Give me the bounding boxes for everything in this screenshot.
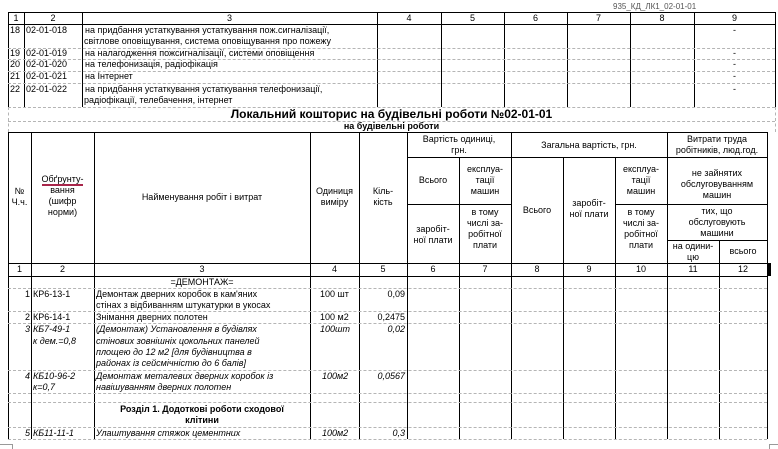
header-total-cost: Загальна вартість, грн. (541, 140, 637, 150)
row-code: 02-01-019 (26, 48, 68, 58)
row-number: 20 (10, 59, 21, 69)
row-value: - (733, 59, 736, 69)
row-code: КБ11-11-1 (33, 428, 74, 438)
header-c10-incl-wages: в тому числі за- робітної плати (622, 207, 660, 250)
header-justification: Обґрунту- вання (шифр норми) (41, 174, 84, 217)
row-text: Улаштування стяжок цементних (96, 428, 241, 438)
col-num: 1 (16, 264, 22, 274)
header-c8-total: Всього (522, 205, 552, 215)
row-coef: к=0,7 (33, 382, 56, 392)
col-num: 11 (688, 264, 698, 274)
col-num: 9 (586, 264, 592, 274)
header-labor-not-machines: не зайнятих обслуговуванням машин (680, 168, 754, 200)
row-qty: 0,2475 (377, 312, 405, 322)
header-c9-wages: заробіт- ної плати (569, 198, 609, 219)
page-corner-mark (769, 444, 778, 445)
col-num: 8 (659, 13, 665, 23)
row-number: 2 (24, 312, 30, 322)
col-num: 2 (59, 264, 65, 274)
row-number: 19 (10, 48, 21, 58)
col-num: 12 (737, 264, 748, 274)
col-num: 1 (13, 13, 19, 23)
header-unit: Одиниця виміру (315, 186, 354, 207)
row-text: світлове оповіщування, система оповіщування про пожежу (84, 36, 332, 46)
header-labor: Витрати труда робітників, люд.год. (675, 134, 759, 155)
row-code: КР6-14-1 (33, 312, 71, 322)
row-text: стінових зовнішніх цокольних панелей (96, 336, 260, 346)
row-code: 02-01-022 (26, 84, 68, 94)
row-text: на телефонизація, радіофікація (85, 59, 218, 69)
col-num: 7 (595, 13, 601, 23)
page-corner-mark (12, 444, 13, 449)
row-qty: 0,02 (387, 324, 405, 334)
row-number: 18 (10, 25, 21, 35)
section-1-title: Розділ 1. Додоткові роботи сходової клітини (120, 404, 284, 425)
page-title: Локальний кошторис на будівельні роботи №02-01-01 (230, 107, 553, 121)
col-num: 5 (380, 264, 386, 274)
header-labor-machines: тих, що обслуговують машини (688, 206, 746, 238)
row-text: на налагодження пожсигналізації, системи оповіщення (85, 48, 315, 58)
row-code: 02-01-021 (26, 71, 68, 81)
row-code: КБ7-49-1 (33, 324, 71, 334)
row-text: радіофікації, телебачення, інтернет (84, 95, 233, 105)
row-qty: 0,3 (392, 428, 405, 438)
col-num: 4 (331, 264, 337, 274)
row-unit: 100шт (320, 324, 350, 334)
col-num: 5 (469, 13, 475, 23)
row-text: Демонтаж дверних коробок в кам'яних (96, 289, 258, 299)
row-unit: 100м2 (322, 428, 349, 438)
header-unit-cost: Вартість одиниці, грн. (422, 134, 496, 155)
col-num: 8 (534, 264, 540, 274)
row-text: на Інтернет (85, 71, 133, 81)
col-num: 2 (50, 13, 56, 23)
col-num: 9 (731, 13, 737, 23)
col-num: 6 (430, 264, 436, 274)
row-text: районах із сейсмічністю до 6 балів] (96, 358, 246, 368)
row-text: стінах з відбиванням штукатурки в укосах (96, 300, 271, 310)
row-coef: к дем.=0,8 (33, 336, 77, 346)
row-text: Демонтаж металевих дверних коробок із (96, 371, 274, 381)
header-c7-machines: експлуа- тації машин (466, 164, 504, 196)
row-number: 22 (10, 84, 21, 94)
header-quantity: Кіль- кість (372, 186, 394, 207)
row-unit: 100м2 (322, 371, 349, 381)
row-value: - (733, 71, 736, 81)
header-c10-machines: експлуа- тації машин (622, 164, 660, 196)
row-text: Знімання дверних полотен (96, 312, 208, 322)
row-value: - (733, 84, 736, 94)
row-code: 02-01-020 (26, 59, 68, 69)
col-num: 6 (532, 13, 538, 23)
row-number: 1 (24, 289, 30, 299)
page-corner-mark (769, 444, 770, 449)
document-code: 935_КД_ЛК1_02-01-01 (613, 2, 697, 11)
page-subtitle: на будівельні роботи (343, 121, 440, 131)
col-num: 7 (482, 264, 488, 274)
row-text: на придбання устаткування устаткування телефонизації, (85, 84, 323, 94)
header-c7-incl-wages: в тому числі за- робітної плати (466, 207, 504, 250)
section-demontage: =ДЕМОНТАЖ= (170, 277, 234, 287)
header-c11-per-unit: на одини- цю (672, 241, 714, 262)
page-corner-mark (0, 444, 12, 445)
row-unit: 100 шт (320, 289, 349, 299)
header-number: № Ч.ч. (11, 186, 28, 207)
row-code: КБ10-96-2 (33, 371, 76, 381)
row-text: навішуванням дверних полотен (96, 382, 232, 392)
row-text: на придбання устаткування устаткування пож.сигналізації, (85, 25, 330, 35)
row-number: 21 (10, 71, 21, 81)
row-qty: 0,09 (387, 289, 405, 299)
row-number: 5 (24, 428, 30, 438)
row-number: 4 (24, 371, 30, 381)
row-unit: 100 м2 (320, 312, 349, 322)
row-value: - (733, 25, 736, 35)
row-text: площею до 12 м2 [для будівництва в (96, 347, 252, 357)
header-c12-total: всього (729, 246, 757, 256)
row-value: - (733, 48, 736, 58)
row-number: 3 (24, 324, 30, 334)
row-code: 02-01-018 (26, 25, 68, 35)
row-code: КР6-13-1 (33, 289, 71, 299)
col-num: 3 (226, 13, 232, 23)
col-num: 4 (406, 13, 412, 23)
header-c6-wages: заробіт- ної плати (413, 224, 453, 245)
col-num: 3 (199, 264, 205, 274)
row-text: (Демонтаж) Установлення в будівлях (96, 324, 257, 334)
header-work-name: Найменування робіт і витрат (141, 192, 263, 202)
col-num: 10 (635, 264, 646, 274)
header-c6-total: Всього (418, 175, 448, 185)
row-qty: 0,0567 (377, 371, 405, 381)
